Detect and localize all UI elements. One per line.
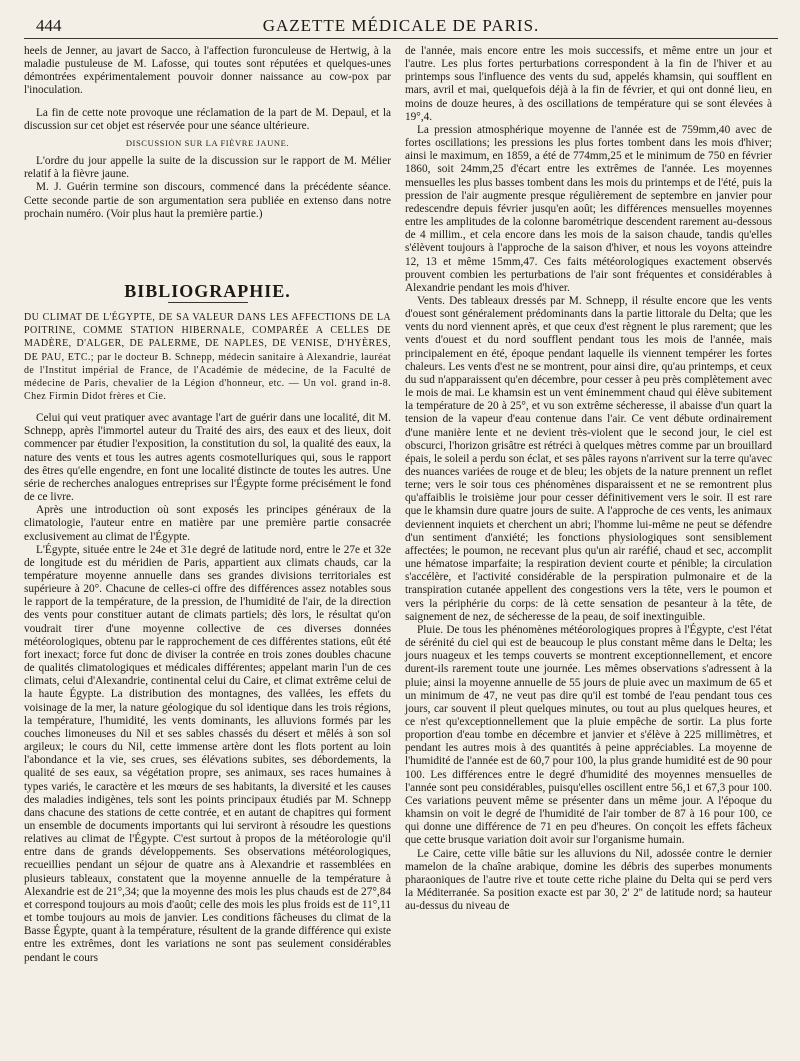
right-paragraph-1: de l'année, mais encore entre les mois successifs, et même entre un jour et l'autre. Les plus fortes perturbations correspondent à la fin de l'hiver et au printemps sous l'influence des vents du sud, appelés khamsin, qui soufflent en mars, avril et mai, quelquefois déjà à la fin de février, et qui ont donné lieu, en moins de douze heures, à des oscillations de température qui se sont élevées à 19°,4.	[405, 45, 772, 123]
page-number: 444	[36, 16, 62, 35]
left-column	[24, 45, 391, 965]
left-paragraph-4: M. J. Guérin termine son discours, commencé dans la précédente séance. Cette seconde partie de son argumentation sera publiée en extenso dans notre prochain numéro. (Voir plus haut la première partie.)	[24, 181, 391, 220]
right-paragraph-vents: Vents. Des tableaux dressés par M. Schnepp, il résulte encore que les vents d'ouest sont généralement prédominants dans la partie littorale du Delta; que les vents du nord viennent après, et que ceux d'est règnent le plus rarement; que les vents d'ouest et du nord soufflent pendant tous les mois de l'année, mais principalement en été, époque pendant laquelle ils viennent tempérer les fortes chaleurs. Les vents d'est ne se montrent, pour ainsi dire, qu'au printemps, et ceux du sud n'apparaissent qu'en décembre, pour cesser à peu près complètement avec le mois de mai. Le khamsin est un vent éminemment chaud qui élève subitement la température de 20 à 25°, et vu son extrême sécheresse, il abaisse d'un quart la tension de la vapeur d'eau contenue dans l'air. Ce vent débute ordinairement d'une manière lente et ne devient très-violent que le second jour, le ciel est obscurci, l'horizon grisâtre est rétréci à quelques mètres comme par un brouillard épais, le soleil a perdu son éclat, et ses pâles rayons n'arrivent sur la terre qu'avec des nuances variées de rouge et de bleu; les objets de la nature prennent un reflet terne; vers le soir tous ces phénomènes disparaissent et ne se remontrent plus qu'affaiblis le troisième jour pour cesser définitivement vers le soir. Il est rare que le khamsin dure quatre jours de suite. A l'approche de ces vents, les animaux deviennent inquiets et cherchent un abri; l'homme lui-même ne peut se défendre d'un sentiment d'anxiété; les fonctions physiologiques sont sensiblement affectées; le poumon, ne recevant plus qu'un air raréfié, chaud et sec, accomplit une hématose imparfaite; la respiration devient courte et pénible; la circulation s'accélère, et l'activité considérable de la perspiration pulmonaire et de la transpiration cutanée appellent des congestions vers la tête, vers le poumon et vers la périphérie du corps: de là cette sensation de pesanteur à la tête, de saignement de nez, de sécheresse de la peau, de soif inextinguible.	[405, 294, 772, 623]
left-paragraph-6: Après une introduction où sont exposés les principes généraux de la climatologie, l'auteur entre en matière par une première partie consacrée exclusivement au climat de l'Égypte.	[24, 504, 391, 543]
right-paragraph-2: La pression atmosphérique moyenne de l'année est de 759mm,40 avec de fortes oscillations; les pressions les plus fortes tombent dans les mois d'hiver; ainsi le maximum, en 1859, a été de 774mm,25 et le minimum de 750 en février 1860, soit 24mm,25 d'écart entre les extrêmes de l'année. Les moyennes mensuelles les plus basses tombent dans les mois du printemps et de l'été, puis la pression de l'air augmente presque régulièrement de septembre en janvier pour redescendre depuis février jusqu'en août; les différences mensuelles moyennes entre les amplitudes de la colonne barométrique descendent rarement au-dessous de 4 millim., et cela encore dans les mois de la saison chaude, tandis qu'elles s'élèvent toujours à l'approche de la saison d'hiver, et nous les voyons atteindre 12, 13 et même 15mm,47. Ces faits météorologiques exactement observés prouvent combien les perturbations de l'air sont fréquentes et considérables à Alexandrie pendant les mois d'hiver.	[405, 123, 772, 294]
journal-title: GAZETTE MÉDICALE DE PARIS.	[262, 16, 540, 35]
left-paragraph-7: L'Égypte, située entre le 24e et 31e degré de latitude nord, entre le 27e et 32e de longitude est du méridien de Paris, appartient aux climats chauds, car la température moyenne annuelle dans ses grandes divisions territoriales est supérieure à 20°. Chacune de celles-ci offre des différences assez notables sous le rapport de la température, de la pression, de l'humidité de l'air, de la direction des vents pour constituer autant de climats partiels; dès lors, le résultat qu'on voudrait tirer d'une moyenne collective de ces diverses données météorologiques, obtenu par le rapprochement de ces différentes stations, eût été fort inexact; force fut donc de diviser la contrée en trois zones doubles chacune de qualités climatologiques et médicales différentes; appelant marin l'un de ces climats, celui d'Alexandrie, continental celui du Caire, et climat extrême celui de la haute Égypte. La distribution des montagnes, des vallées, les effets du voisinage de la mer, la nature géologique du sol identique dans les trois régions, la température, l'humidité, les vents dominants, les alluvions formés par les couches limoneuses du Nil et ses sables chassés du désert et mêlés à son sol argileux; le cours du Nil, cette immense artère dont les flots portent au loin l'abondance et la vie, ses crues, ses élévations subites, ses débordements, la qualité de ses eaux, sa végétation propre, ses animaux, ses races humaines à types variés, le caractère et les mœurs de ses habitants, la diversité et les causes des maladies indigènes, tels sont les points principaux étudiés par M. Schnepp dans chacune des stations de cette contrée, et en autant de chapitres qui forment un ensemble de documents importants qui lui serviront à résoudre les questions relatives au climat de l'Égypte. C'est surtout à propos de la météorologie qu'il entre dans de grands développements. Ses observations météorologiques, recueillies pendant un séjour de quatre ans à Alexandrie et rassemblées en plusieurs tableaux, constatent que la moyenne annuelle de la température à Alexandrie est de 21°,34; que la moyenne des mois les plus chauds est de 27°,84 et correspond toujours au mois d'août; celle des mois les plus froids est de 11°,11 et tombe toujours au mois de janvier. Les conditions fâcheuses du climat de la Basse Égypte, quant à la température, résultent de la grande différence qui existe entre les extrêmes, dont les variations ne sont pas seulement considérables pendant le cours	[24, 543, 391, 964]
left-paragraph-1: heels de Jenner, au javart de Sacco, à l'affection furonculeuse de Hertwig, à la maladie pustuleuse de M. Lafosse, qui toutes sont réputées et quelques-unes démontrées expérimentalement pouvoir donner naissance au cow-pox par l'inoculation.	[24, 45, 391, 97]
page-header	[24, 12, 778, 39]
right-paragraph-pluie: Pluie. De tous les phénomènes météorologiques propres à l'Égypte, c'est l'état de sérénité du ciel qui est de beaucoup le plus constant même dans le Delta; les jours nuageux et les temps couverts se montrent exceptionnellement, et encore durent-ils rarement toute une journée. Les mêmes observations s'adressent à la pluie; ainsi la moyenne annuelle de 55 jours de pluie avec un maximum de 65 et un minimum de 47, ne veut pas dire qu'il est tombé de l'eau pendant tous ces jours, car souvent il pleut quelques minutes, ou tout au plus quelques heures, et ce n'est qu'exceptionnellement que la pluie empêche de sortir. La plus forte proportion d'eau tombe en décembre et janvier et s'élève à 225 millimètres, et pendant les autres mois à des quantités à peine appréciables. La moyenne de l'humidité de l'année est de 60,7 pour 100, la plus grande humidité est de 90 pour 100. Les différences entre le degré d'humidité des moyennes mensuelles de l'année sont peu considérables, puisqu'elles oscillent entre 56,1 et 67,3 pour 100. Ces variations peuvent même se présenter dans un même jour. A l'époque du khamsin on voit le degré de l'humidité de l'air tomber de 87 à 16 pour 100, ce qui donne une différence de 71 en peu d'heures. On conçoit les effets fâcheux que cette brusque variation doit avoir sur l'organisme humain.	[405, 623, 772, 847]
two-column-body	[24, 45, 778, 965]
heading-rule	[168, 302, 248, 303]
left-paragraph-2: La fin de cette note provoque une réclamation de la part de M. Depaul, et la discussion sur cet objet est réservée pour une séance ultérieure.	[24, 106, 391, 132]
right-paragraph-le-caire: Le Caire, cette ville bâtie sur les alluvions du Nil, adossée contre le dernier mamelon de la chaîne arabique, domine les débris des superbes monuments pharaoniques de l'autre rive et toute cette riche plaine du Delta qui se perd vers la Méditerranée. Sa position exacte est par 30, 2' 2'' de latitude nord; sa hauteur au-dessus du niveau de	[405, 847, 772, 913]
bibliography-heading: BIBLIOGRAPHIE.	[124, 280, 291, 301]
book-title-entry: DU CLIMAT DE L'ÉGYPTE, DE SA VALEUR DANS LES AFFECTIONS DE LA POITRINE, COMME STATION HIBERNALE, COMPARÉE A CELLES DE MADÈRE, D'ALGER, DE PALERME, DE NAPLES, DE VENISE, D'HYÈRES, DE PAU, ETC.; par le docteur B. Schnepp, médecin sanitaire à Alexandrie, lauréat de l'Institut impérial de France, de l'Académie de médecine, de la Faculté de médecine de Paris, chevalier de la Légion d'honneur, etc. — Un vol. grand in-8. Chez Firmin Didot frères et Cie.	[24, 312, 391, 402]
section-heading-fievre-jaune: DISCUSSION SUR LA FIÈVRE JAUNE.	[125, 137, 290, 148]
left-paragraph-5: Celui qui veut pratiquer avec avantage l'art de guérir dans une localité, dit M. Schnepp, après l'immortel auteur du Traité des airs, des eaux et des lieux, doit commencer par étudier l'exposition, la constitution du sol, la qualité des eaux, la nature des vents et tous les autres agents cosmotelluriques qui, sous le rapport des êtres qu'elle engendre, en font une localité distincte de toutes les autres. Une série de recherches analogues entreprises sur l'Égypte forme précisément le fond de ce livre.	[24, 412, 391, 504]
left-paragraph-3: L'ordre du jour appelle la suite de la discussion sur le rapport de M. Mélier relatif à la fièvre jaune.	[24, 155, 391, 181]
right-column	[405, 45, 772, 965]
